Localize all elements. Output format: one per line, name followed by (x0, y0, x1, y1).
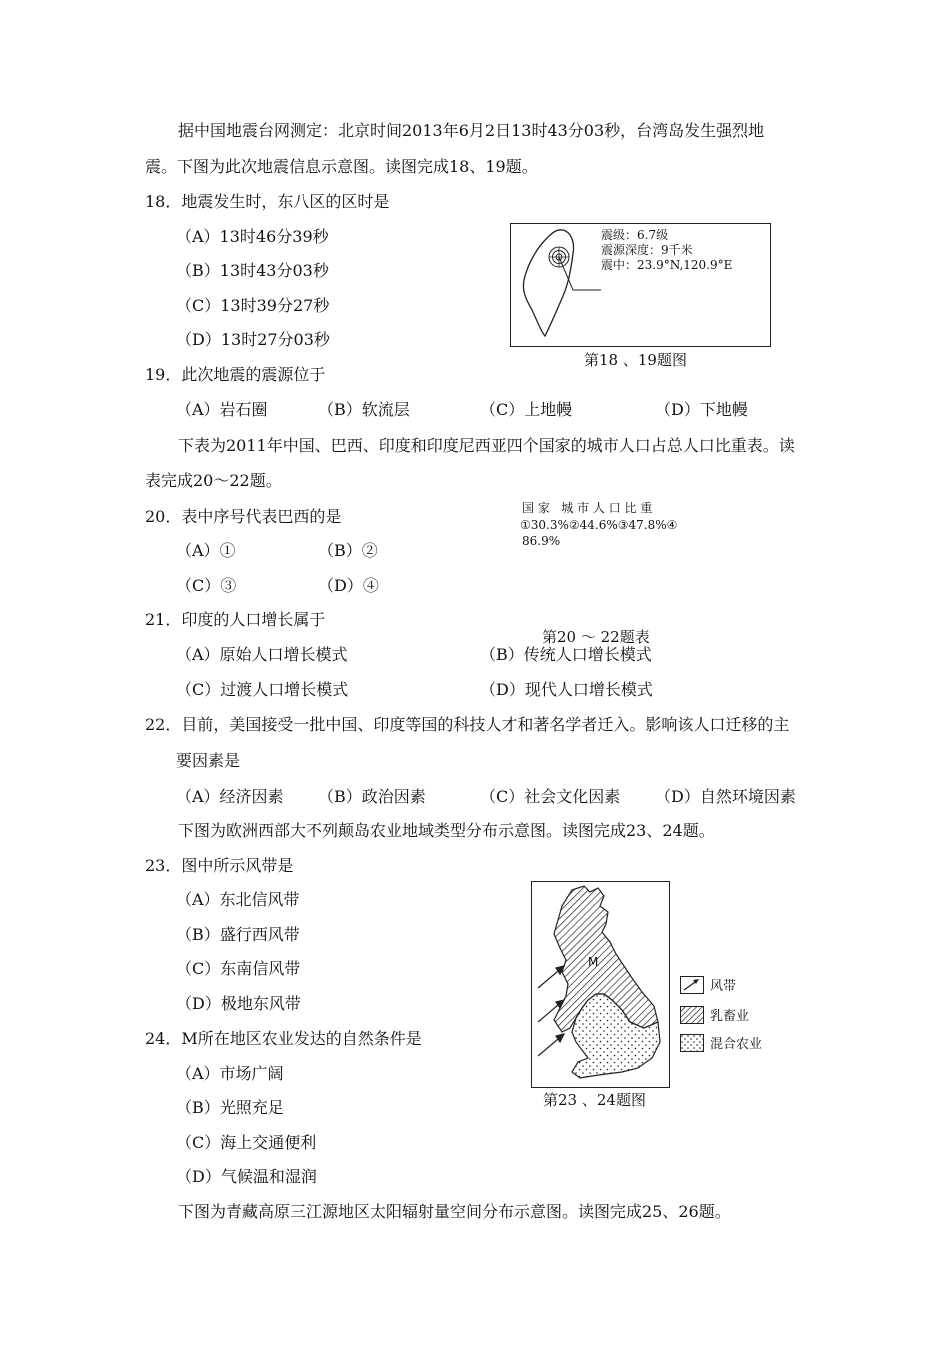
q19-option-c: （C）上地幔 (480, 400, 573, 419)
legend-mixed-label: 混合农业 (710, 1037, 763, 1052)
epicenter-label: 震中：23.9°N,120.9°E (601, 258, 733, 272)
q20-option-c: （C）③ (176, 576, 237, 595)
q22-stem-line2: 要因素是 (176, 751, 241, 770)
q20-stem: 20．表中序号代表巴西的是 (145, 507, 342, 526)
figure-18-caption: 第18 、19题图 (584, 351, 687, 369)
q24-option-c: （C）海上交通便利 (176, 1133, 317, 1152)
q21-option-a: （A）原始人口增长模式 (176, 645, 348, 664)
q21-option-c: （C）过渡人口增长模式 (176, 680, 349, 699)
q21-option-d: （D）现代人口增长模式 (480, 680, 653, 699)
q18-option-a: （A）13时46分39秒 (176, 227, 329, 246)
q24-option-a: （A）市场广阔 (176, 1064, 284, 1083)
q24-stem: 24．M所在地区农业发达的自然条件是 (145, 1029, 422, 1048)
q21-stem: 21．印度的人口增长属于 (145, 610, 326, 629)
wind-belt-legend-icon (680, 976, 704, 994)
q22-stem-line1: 22．目前，美国接受一批中国、印度等国的科技人才和著名学者迁入。影响该人口迁移的主 (145, 715, 790, 734)
q22-option-b: （B）政治因素 (318, 787, 426, 806)
intro2-line2: 表完成20～22题。 (145, 471, 282, 490)
epicenter-leader-line (559, 257, 601, 290)
earthquake-figure (510, 223, 771, 347)
q18-option-c: （C）13时39分27秒 (176, 296, 330, 315)
britain-map (532, 882, 668, 1086)
legend-dairy (680, 1005, 749, 1024)
q18-option-b: （B）13时43分03秒 (176, 261, 329, 280)
q21-option-b: （B）传统人口增长模式 (480, 645, 652, 664)
q23-option-d: （D）极地东风带 (176, 994, 301, 1013)
q23-option-c: （C）东南信风带 (176, 959, 301, 978)
intro2-line1: 下表为2011年中国、巴西、印度和印度尼西亚四个国家的城市人口占总人口比重表。读 (178, 436, 795, 455)
legend-mixed (680, 1033, 762, 1052)
dairy-legend-icon (680, 1006, 704, 1024)
q19-option-d: （D）下地幔 (655, 400, 748, 419)
q22-option-a: （A）经济因素 (176, 787, 284, 806)
britain-figure (531, 881, 670, 1088)
magnitude-label: 震级：6.7级 (601, 228, 669, 242)
q24-option-d: （D）气候温和湿润 (176, 1167, 317, 1186)
intro3-line1: 下图为欧洲西部大不列颠岛农业地域类型分布示意图。读图完成23、24题。 (178, 821, 715, 840)
taiwan-island-outline (523, 230, 573, 336)
legend-dairy-label: 乳畜业 (710, 1009, 750, 1024)
table-row-values: ①30.3%②44.6%③47.8%④ (520, 518, 678, 532)
q23-option-b: （B）盛行西风带 (176, 925, 300, 944)
m-marker: M (588, 955, 599, 969)
q18-stem: 18．地震发生时，东八区的区时是 (145, 192, 390, 211)
intro1-line1: 据中国地震台网测定：北京时间2013年6月2日13时43分03秒，台湾岛发生强烈地 (178, 121, 765, 140)
q19-stem: 19．此次地震的震源位于 (145, 365, 326, 384)
q22-option-d: （D）自然环境因素 (655, 787, 796, 806)
q20-option-a: （A）① (176, 541, 236, 560)
depth-label: 震源深度：9千米 (601, 243, 693, 257)
q20-option-d: （D）④ (318, 576, 379, 595)
intro4-line1: 下图为青藏高原三江源地区太阳辐射量空间分布示意图。读图完成25、26题。 (178, 1202, 731, 1221)
legend-wind-belt (680, 975, 736, 994)
table-row-values-cont: 86.9% (522, 534, 561, 548)
mixed-legend-icon (680, 1034, 704, 1052)
q19-option-b: （B）软流层 (318, 400, 410, 419)
q19-option-a: （A）岩石圈 (176, 400, 268, 419)
table-header: 国 家 城 市 人 口 比 重 (522, 501, 653, 515)
legend-wind-belt-label: 风带 (710, 979, 737, 994)
figure-23-caption: 第23 、24题图 (543, 1091, 646, 1109)
q23-stem: 23．图中所示风带是 (145, 856, 294, 875)
q20-option-b: （B）② (318, 541, 378, 560)
q24-option-b: （B）光照充足 (176, 1098, 284, 1117)
table-20-caption: 第20 ～ 22题表 (542, 628, 650, 646)
q18-option-d: （D）13时27分03秒 (176, 330, 330, 349)
q22-option-c: （C）社会文化因素 (480, 787, 621, 806)
q23-option-a: （A）东北信风带 (176, 890, 300, 909)
intro1-line2: 震。下图为此次地震信息示意图。读图完成18、19题。 (145, 157, 538, 176)
